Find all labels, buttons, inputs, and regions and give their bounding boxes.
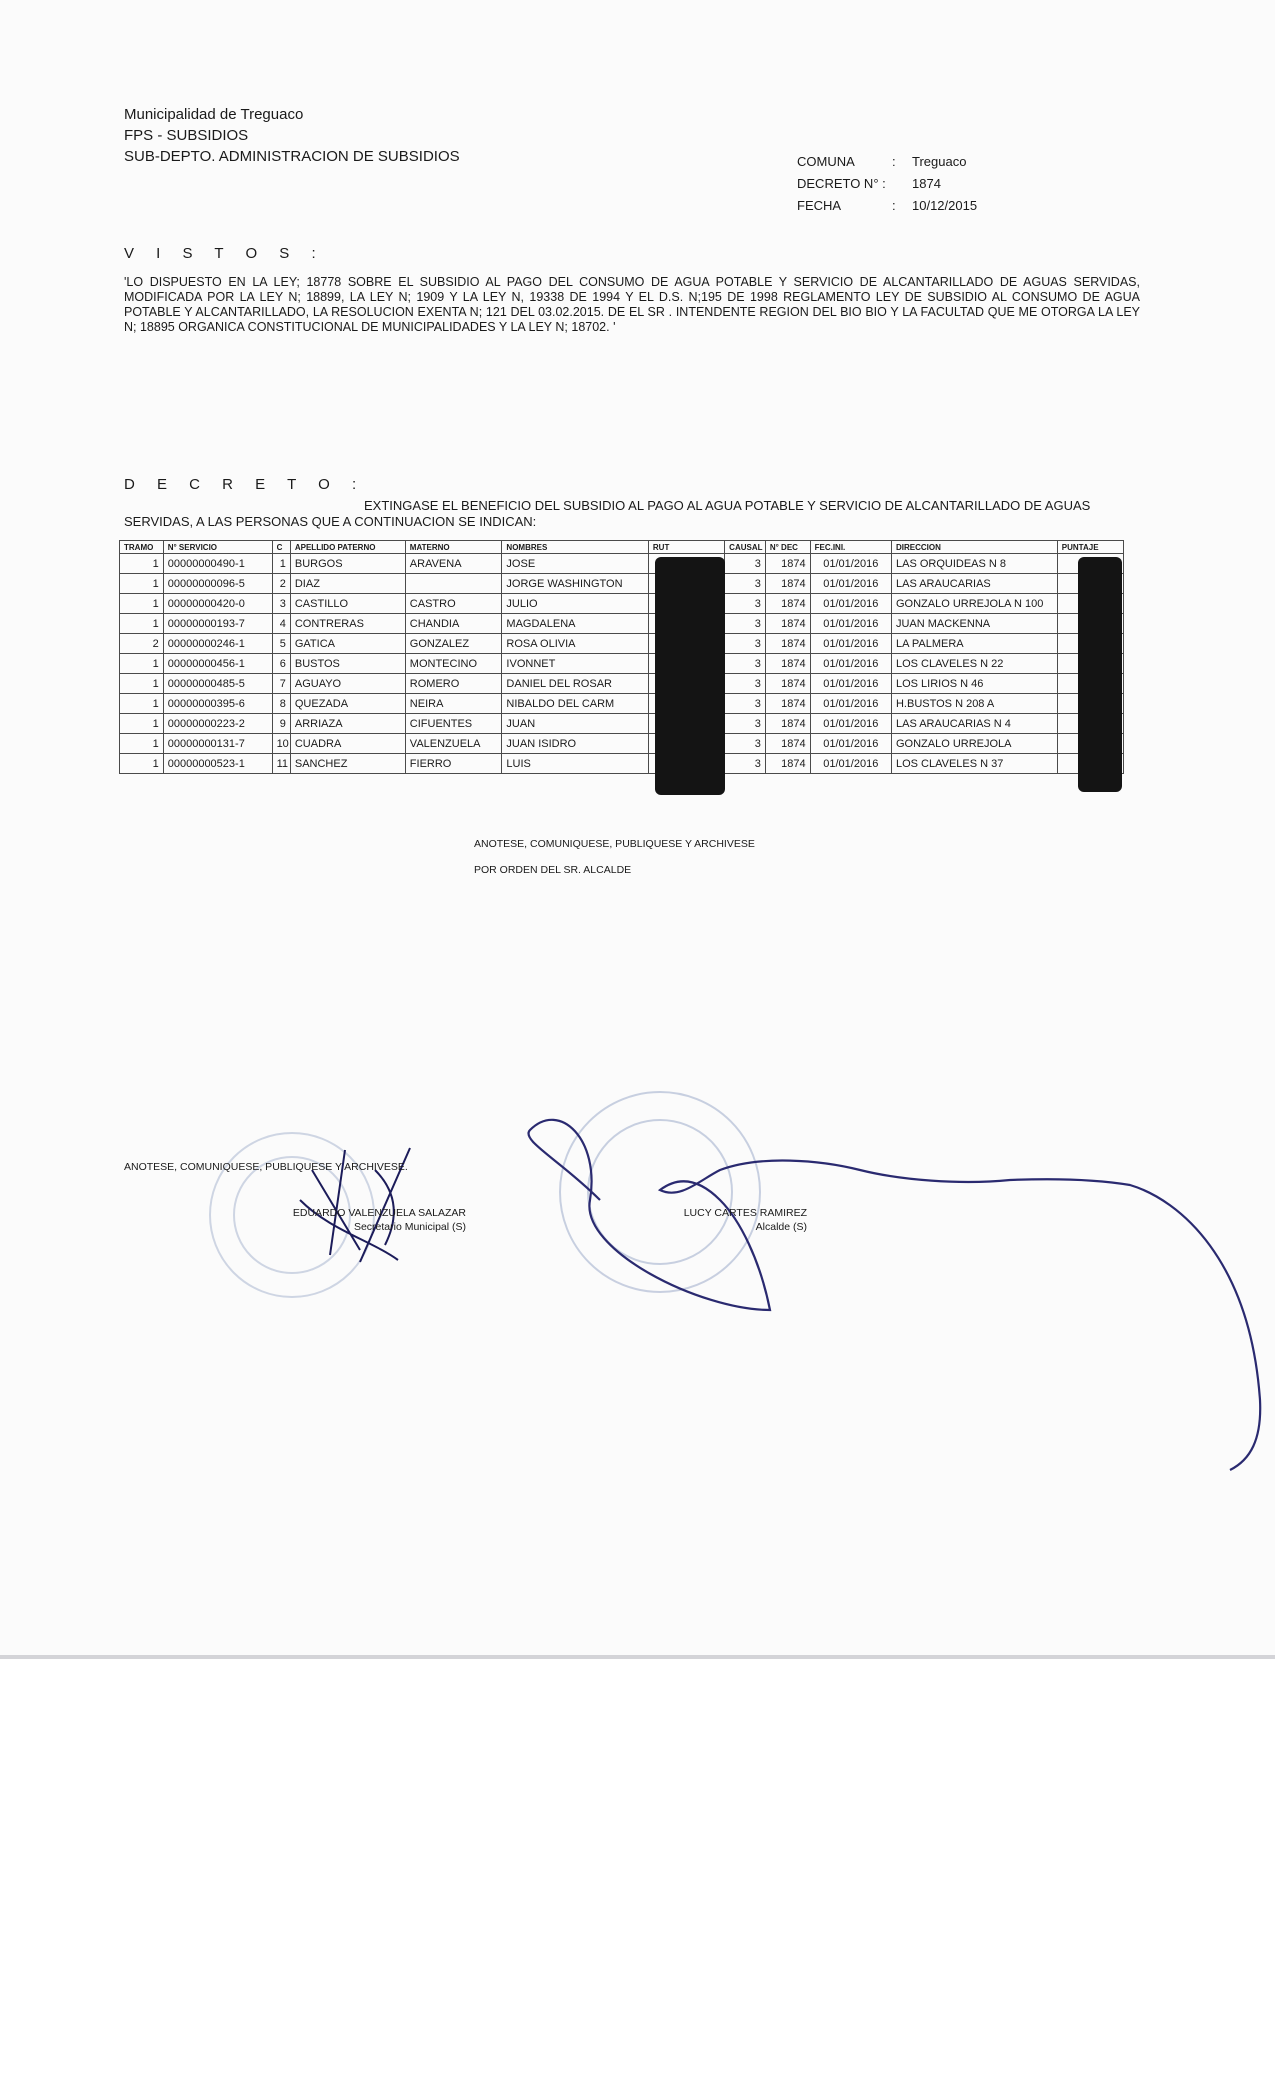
table-cell: 1874 bbox=[765, 674, 810, 694]
table-cell: 1874 bbox=[765, 554, 810, 574]
meta-key: DECRETO N° : bbox=[797, 176, 886, 191]
table-cell: 00000000193-7 bbox=[163, 614, 272, 634]
table-cell: 8 bbox=[272, 694, 290, 714]
meta-key: COMUNA bbox=[797, 154, 855, 169]
table-cell: BUSTOS bbox=[290, 654, 405, 674]
table-cell: 1874 bbox=[765, 594, 810, 614]
secretary-name: EDUARDO VALENZUELA SALAZAR bbox=[292, 1207, 466, 1219]
table-cell: 01/01/2016 bbox=[810, 554, 891, 574]
vistos-text: 'LO DISPUESTO EN LA LEY; 18778 SOBRE EL SUBSIDIO AL PAGO DEL CONSUMO DE AGUA POTABLE Y SERVICIO DE ALCANTARILLADO DE AGUAS SERVIDAS, MODIFICADA POR LA LEY N; 18899, LA LEY N; 1909 Y LA LEY N, 19338 DE 1994 Y EL D.S. N;195 DE 1998 REGLAMENTO LEY DE SUBSIDIO AL CONSUMO DE AGUA POTABLE Y ALCANTARILLADO, LA RESOLUCION EXENTA N; 121 DEL 03.02.2015. DE EL SR . INTENDENTE REGION DEL BIO BIO Y LA FACULTAD QUE ME OTORGA LA LEY N; 18895 ORGANICA CONSTITUCIONAL DE MUNICIPALIDADES Y LA LEY N; 18702. ' bbox=[124, 275, 1140, 334]
table-cell: ROSA OLIVIA bbox=[502, 634, 648, 654]
table-cell: 01/01/2016 bbox=[810, 714, 891, 734]
secretary-title: Secretario Municipal (S) bbox=[353, 1221, 466, 1233]
table-cell: 1 bbox=[120, 554, 164, 574]
table-cell: 01/01/2016 bbox=[810, 674, 891, 694]
table-cell: FIERRO bbox=[405, 754, 502, 774]
table-cell: LOS LIRIOS N 46 bbox=[891, 674, 1057, 694]
table-cell: 01/01/2016 bbox=[810, 634, 891, 654]
table-cell: ROMERO bbox=[405, 674, 502, 694]
table-cell: 1 bbox=[120, 734, 164, 754]
table-cell: AGUAYO bbox=[290, 674, 405, 694]
closing-bottom: ANOTESE, COMUNIQUESE, PUBLIQUESE Y ARCHIVESE. bbox=[124, 1161, 408, 1173]
table-cell: NEIRA bbox=[405, 694, 502, 714]
column-header: FEC.INI. bbox=[810, 541, 891, 554]
table-cell: 1 bbox=[120, 614, 164, 634]
table-cell: 11 bbox=[272, 754, 290, 774]
column-header: N° SERVICIO bbox=[163, 541, 272, 554]
table-cell: 1874 bbox=[765, 694, 810, 714]
table-cell: LOS CLAVELES N 22 bbox=[891, 654, 1057, 674]
table-cell: LAS ORQUIDEAS N 8 bbox=[891, 554, 1057, 574]
table-cell: 00000000096-5 bbox=[163, 574, 272, 594]
table-cell: 9 bbox=[272, 714, 290, 734]
table-cell: 1 bbox=[120, 654, 164, 674]
meta-value: 10/12/2015 bbox=[912, 198, 978, 213]
meta-value: 1874 bbox=[912, 176, 941, 191]
org-name: Municipalidad de Treguaco bbox=[124, 106, 304, 123]
table-cell: 1874 bbox=[765, 714, 810, 734]
table-cell: 01/01/2016 bbox=[810, 734, 891, 754]
mayor-signature bbox=[528, 1120, 1260, 1470]
table-cell: JUAN bbox=[502, 714, 648, 734]
table-cell: 01/01/2016 bbox=[810, 754, 891, 774]
table-cell: 01/01/2016 bbox=[810, 614, 891, 634]
table-cell: JULIO bbox=[502, 594, 648, 614]
table-cell: 00000000420-0 bbox=[163, 594, 272, 614]
meta-value: Treguaco bbox=[912, 154, 967, 169]
column-header: N° DEC bbox=[765, 541, 810, 554]
table-cell: 3 bbox=[725, 574, 766, 594]
table-cell: 1 bbox=[120, 754, 164, 774]
table-cell: 3 bbox=[725, 554, 766, 574]
table-cell: 1 bbox=[120, 594, 164, 614]
subdept-name: SUB-DEPTO. ADMINISTRACION DE SUBSIDIOS bbox=[124, 148, 460, 165]
table-cell: JUAN ISIDRO bbox=[502, 734, 648, 754]
mayor-title: Alcalde (S) bbox=[755, 1221, 807, 1233]
table-cell: LOS CLAVELES N 37 bbox=[891, 754, 1057, 774]
table-cell: CASTRO bbox=[405, 594, 502, 614]
meta-sep: : bbox=[892, 198, 896, 213]
table-cell: 3 bbox=[272, 594, 290, 614]
table-cell: CHANDIA bbox=[405, 614, 502, 634]
column-header: NOMBRES bbox=[502, 541, 648, 554]
table-cell: GATICA bbox=[290, 634, 405, 654]
table-cell: 1 bbox=[120, 714, 164, 734]
column-header: MATERNO bbox=[405, 541, 502, 554]
table-cell: SANCHEZ bbox=[290, 754, 405, 774]
table-cell: 3 bbox=[725, 754, 766, 774]
column-header: C bbox=[272, 541, 290, 554]
table-cell: 00000000523-1 bbox=[163, 754, 272, 774]
decreto-line-2: SERVIDAS, A LAS PERSONAS QUE A CONTINUACION SE INDICAN: bbox=[124, 514, 537, 529]
table-cell: 3 bbox=[725, 734, 766, 754]
table-cell: 6 bbox=[272, 654, 290, 674]
secretary-block bbox=[276, 1206, 466, 1234]
table-cell: H.BUSTOS N 208 A bbox=[891, 694, 1057, 714]
table-cell: MONTECINO bbox=[405, 654, 502, 674]
table-cell: 1 bbox=[120, 694, 164, 714]
table-cell: LAS ARAUCARIAS bbox=[891, 574, 1057, 594]
table-cell: 3 bbox=[725, 694, 766, 714]
table-cell: ARAVENA bbox=[405, 554, 502, 574]
table-cell: 1 bbox=[272, 554, 290, 574]
table-cell: 1 bbox=[120, 674, 164, 694]
table-cell: 00000000485-5 bbox=[163, 674, 272, 694]
decreto-heading: D E C R E T O : bbox=[124, 476, 366, 493]
column-header: CAUSAL bbox=[725, 541, 766, 554]
table-cell: 01/01/2016 bbox=[810, 574, 891, 594]
column-header: TRAMO bbox=[120, 541, 164, 554]
table-cell: QUEZADA bbox=[290, 694, 405, 714]
vistos-heading: V I S T O S : bbox=[124, 245, 325, 262]
dept-name: FPS - SUBSIDIOS bbox=[124, 127, 249, 144]
table-cell: 3 bbox=[725, 614, 766, 634]
table-cell: JOSE bbox=[502, 554, 648, 574]
column-header: APELLIDO PATERNO bbox=[290, 541, 405, 554]
table-cell: 3 bbox=[725, 634, 766, 654]
table-cell: CIFUENTES bbox=[405, 714, 502, 734]
table-cell: 00000000456-1 bbox=[163, 654, 272, 674]
closing-line-1: ANOTESE, COMUNIQUESE, PUBLIQUESE Y ARCHIVESE bbox=[474, 838, 755, 850]
table-cell: 01/01/2016 bbox=[810, 594, 891, 614]
column-header: DIRECCION bbox=[891, 541, 1057, 554]
table-cell: 3 bbox=[725, 654, 766, 674]
table-cell: 00000000131-7 bbox=[163, 734, 272, 754]
table-cell: 5 bbox=[272, 634, 290, 654]
table-cell: 2 bbox=[120, 634, 164, 654]
column-header: RUT bbox=[648, 541, 724, 554]
table-cell: 3 bbox=[725, 714, 766, 734]
table-cell: VALENZUELA bbox=[405, 734, 502, 754]
table-cell: GONZALEZ bbox=[405, 634, 502, 654]
table-cell: 7 bbox=[272, 674, 290, 694]
table-cell: 4 bbox=[272, 614, 290, 634]
mayor-block bbox=[642, 1206, 807, 1234]
column-header: PUNTAJE bbox=[1057, 541, 1123, 554]
table-cell: 1 bbox=[120, 574, 164, 594]
table-cell: 1874 bbox=[765, 754, 810, 774]
table-cell: 3 bbox=[725, 594, 766, 614]
table-cell: NIBALDO DEL CARM bbox=[502, 694, 648, 714]
table-cell: CONTRERAS bbox=[290, 614, 405, 634]
table-cell: 00000000223-2 bbox=[163, 714, 272, 734]
table-cell: 00000000490-1 bbox=[163, 554, 272, 574]
table-cell: CUADRA bbox=[290, 734, 405, 754]
table-cell: JUAN MACKENNA bbox=[891, 614, 1057, 634]
table-cell: 1874 bbox=[765, 654, 810, 674]
table-cell: LAS ARAUCARIAS N 4 bbox=[891, 714, 1057, 734]
meta-key: FECHA bbox=[797, 198, 842, 213]
table-cell: 1874 bbox=[765, 574, 810, 594]
table-cell: JORGE WASHINGTON bbox=[502, 574, 648, 594]
table-cell: DANIEL DEL ROSAR bbox=[502, 674, 648, 694]
table-cell: 01/01/2016 bbox=[810, 654, 891, 674]
table-cell: 1874 bbox=[765, 614, 810, 634]
table-cell: 00000000246-1 bbox=[163, 634, 272, 654]
table-cell: 00000000395-6 bbox=[163, 694, 272, 714]
table-cell: 1874 bbox=[765, 634, 810, 654]
table-cell: LA PALMERA bbox=[891, 634, 1057, 654]
table-cell: IVONNET bbox=[502, 654, 648, 674]
table-cell: MAGDALENA bbox=[502, 614, 648, 634]
table-cell: DIAZ bbox=[290, 574, 405, 594]
table-cell: GONZALO URREJOLA N 100 bbox=[891, 594, 1057, 614]
table-cell: CASTILLO bbox=[290, 594, 405, 614]
table-cell: 1874 bbox=[765, 734, 810, 754]
table-cell: 3 bbox=[725, 674, 766, 694]
table-cell: BURGOS bbox=[290, 554, 405, 574]
decreto-line-1: EXTINGASE EL BENEFICIO DEL SUBSIDIO AL PAGO AL AGUA POTABLE Y SERVICIO DE ALCANTARILLADO DE AGUAS bbox=[364, 498, 1091, 513]
table-cell: LUIS bbox=[502, 754, 648, 774]
table-cell: ARRIAZA bbox=[290, 714, 405, 734]
table-cell: 01/01/2016 bbox=[810, 694, 891, 714]
table-cell: 2 bbox=[272, 574, 290, 594]
closing-line-2: POR ORDEN DEL SR. ALCALDE bbox=[474, 864, 632, 876]
meta-sep: : bbox=[892, 154, 896, 169]
table-cell: GONZALO URREJOLA bbox=[891, 734, 1057, 754]
table-cell: 10 bbox=[272, 734, 290, 754]
mayor-name: LUCY CARTES RAMIREZ bbox=[683, 1207, 807, 1219]
